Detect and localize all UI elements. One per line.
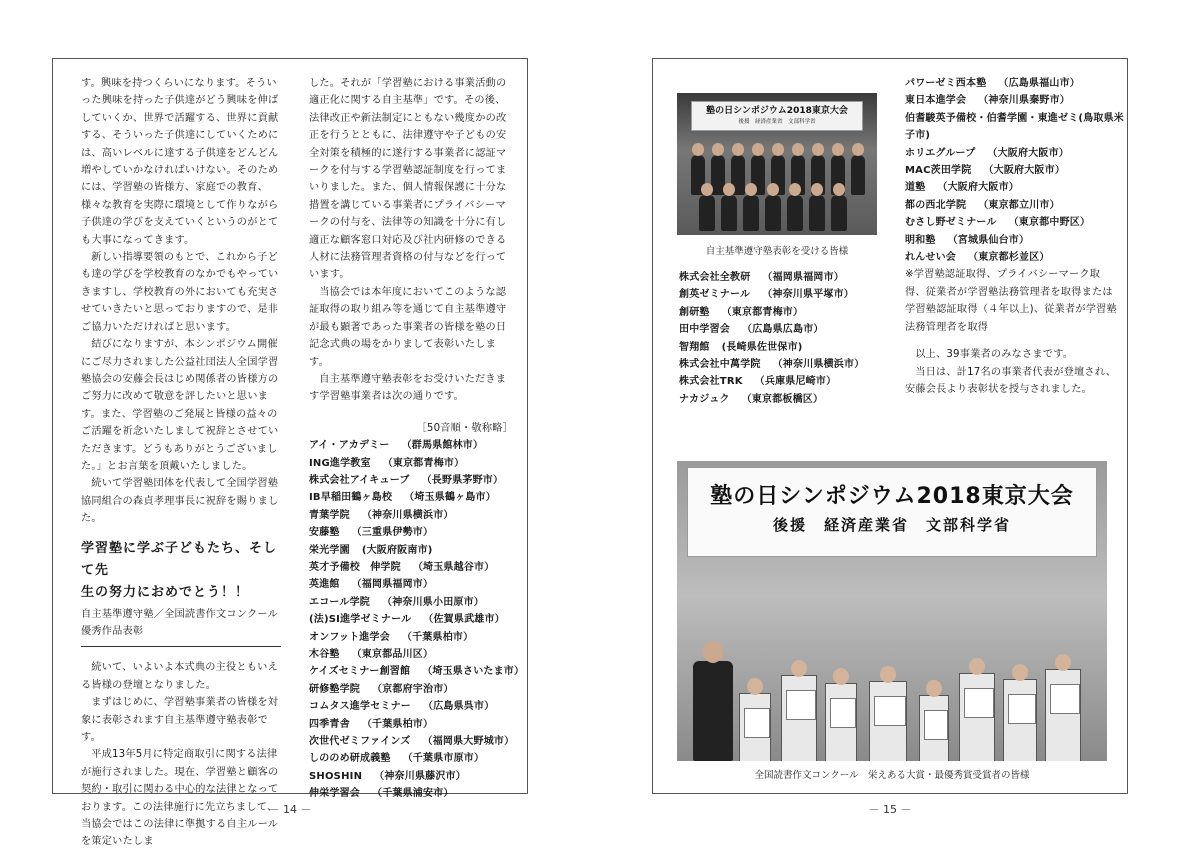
awardee-name: しののめ研成義塾: [309, 753, 391, 765]
certificate-icon: [874, 696, 906, 726]
awardee-place: （埼玉県越谷市）: [412, 561, 495, 573]
section-heading: [81, 538, 287, 604]
awardee-name: 田中学習会: [679, 324, 730, 336]
awardee-name: ING進学教室: [309, 457, 371, 469]
awardee-place: （千葉県柏市）: [361, 718, 434, 730]
awardee-item: [309, 611, 513, 628]
certificate-icon: [830, 698, 856, 728]
awardee-name: アイ・アカデミー: [309, 440, 390, 452]
page-15: [652, 58, 1128, 816]
awardee-place: （埼玉県鶴ヶ島市）: [404, 492, 496, 504]
paragraph: まずはじめに、学習塾事業者の皆様を対象に表彰されます自主基準遵守塾表彰です。: [81, 697, 279, 743]
awardee-item: [309, 716, 513, 733]
banner-sponsors: 後援 経済産業省 文部科学省: [772, 516, 1011, 534]
awardee-place: （東京都杉並区）: [968, 252, 1050, 264]
awardee-item: [309, 768, 513, 785]
awardee-place: （東京都板橋区）: [741, 393, 824, 405]
awardee-place: （神奈川県小田原市）: [382, 596, 484, 608]
awardee-item: [309, 489, 513, 506]
person-figure: [809, 195, 825, 231]
awardee-name: 研修塾学院: [309, 683, 360, 695]
awardee-name: れんせい会: [905, 252, 956, 264]
awardee-item: [309, 646, 513, 663]
award-photo-bottom: [677, 461, 1107, 761]
awardee-place: （大阪府大阪市）: [983, 165, 1066, 177]
paragraph: 続いて学習塾団体を代表して全国学習塾協同組合の森貞孝理事長に祝辞を賜りました。: [81, 478, 279, 525]
awardee-item: [679, 339, 879, 356]
awardee-place: （東京都立川市）: [978, 199, 1060, 211]
person-figure: [739, 693, 771, 761]
banner-sponsors: 後援 経済産業省 文部科学省: [738, 119, 816, 125]
awardee-name: 子市): [905, 130, 931, 142]
awardee-item: [905, 179, 1119, 196]
awardee-place: （東京都中野区）: [1008, 217, 1091, 229]
person-figure: [919, 695, 949, 761]
awardee-place: （宮城県仙台市）: [947, 234, 1030, 246]
certificate-icon: [744, 708, 770, 738]
awardee-place: （千葉県市原市）: [402, 753, 485, 765]
person-figure: [851, 155, 865, 195]
awardee-name: (法)SI進学ゼミナール: [309, 614, 412, 626]
awardee-place: （東京都青梅市）: [382, 457, 465, 469]
paragraph: 当協会では本年度においてこのような認証取得の取り組み等を通じて自主基準遵守が最も顕著であった事業者の皆様を塾の日記念式典の場をかりまして表彰いたします。: [309, 286, 507, 368]
awardee-place: （群馬県館林市）: [401, 440, 484, 452]
awardee-place: （千葉県浦安市）: [372, 788, 454, 800]
photo-caption: 自主基準遵守塾表彰を受ける皆様: [705, 246, 849, 257]
person-figure: [831, 195, 847, 231]
awardee-place: （広島県呉市）: [423, 701, 495, 713]
paragraph: 自主基準遵守塾表彰をお受けいただきます学習塾事業者は次の通りです。: [309, 373, 507, 403]
awardee-name: 都の西北学院: [905, 199, 967, 211]
person-figure: [959, 673, 995, 761]
event-banner: [687, 467, 1097, 557]
page-14: [52, 58, 528, 848]
awardee-name: オンフット進学会: [309, 631, 390, 643]
awardee-name: 次世代ゼミファインズ: [309, 736, 411, 748]
awardee-item: [905, 162, 1119, 179]
page-number: － 14 －: [268, 803, 312, 816]
banner-title: 塾の日シンポジウム2018東京大会: [710, 484, 1074, 509]
person-figure: [869, 681, 907, 761]
photo-caption: 全国読書作文コンクール 栄えある大賞・最優秀賞受賞者の皆様: [754, 770, 1030, 781]
awardee-name: 株式会社TRK: [679, 376, 743, 388]
awardee-name: ナカジュク: [679, 393, 730, 405]
left-column-a: [81, 75, 287, 851]
awardee-item: [905, 75, 1119, 92]
awardee-name: 四季青舎: [309, 718, 350, 730]
awardee-name: ホリエグループ: [905, 147, 976, 159]
person-figure: [825, 683, 857, 761]
awardee-place: （神奈川県藤沢市）: [374, 770, 466, 782]
awardee-place: （福岡県福岡市）: [351, 579, 434, 591]
awardee-item: [905, 197, 1119, 214]
paragraph: した。それが「学習塾における事業活動の適正化に関する自主基準」です。その後、法律改正や新法制定にともない幾度かの改正を行うとともに、法律遵守や子どもの安全対策を積極的に遂行する事業者に認証マークを付与する学習塾認証制度を行ってまいりました。また、個人情報保護に十分な措置を講じている事業者にプライバシーマークの付与を、法律等の知識を十分に有し適正な顧客窓口対応及び社内研修のできる人材に法務管理者資格の付与などを行っています。: [309, 78, 507, 281]
awardee-place: （神奈川県秦野市）: [978, 95, 1071, 107]
awardee-item: [679, 286, 879, 303]
awardee-name: 英進館: [309, 579, 340, 591]
awardee-name: 株式会社中萬学院: [679, 359, 761, 371]
awardee-place: （京都府宇治市）: [372, 683, 454, 695]
awardee-item: [679, 356, 879, 373]
section-subheading: 自主基準遵守塾／全国読書作文コンクール優秀作品表彰: [81, 606, 281, 648]
awardee-name: 明和塾: [905, 234, 936, 246]
awardee-item: [905, 232, 1119, 249]
awardee-name: 伸栄学習会: [309, 788, 360, 800]
awardee-place: （三重県伊勢市）: [351, 527, 434, 539]
awardee-name: 株式会社全教研: [679, 272, 751, 283]
awardee-list: [679, 269, 879, 408]
awardee-item: [309, 750, 513, 767]
awardee-place: （福岡県大野城市）: [422, 736, 515, 748]
awardee-item: [309, 437, 513, 454]
awardee-item: [309, 629, 513, 646]
awardee-item: [679, 304, 879, 321]
certificate-icon: [786, 690, 816, 720]
awardee-item: [309, 681, 513, 698]
order-note: ［50音順・敬称略］: [416, 422, 513, 434]
awardee-item: [679, 321, 879, 338]
banner-title: 塾の日シンポジウム2018東京大会: [706, 106, 848, 116]
person-figure: [765, 195, 781, 231]
awardee-place: （長野県茅野市）: [421, 474, 504, 486]
closing-text: 当日は、計17名の事業者代表が登壇され、安藤会長より表彰状を授与されました。: [905, 366, 1117, 395]
awardee-item: [309, 576, 513, 593]
awardee-name: 木谷塾: [309, 649, 340, 660]
awardee-item: [679, 373, 879, 390]
awardee-place: （福岡県福岡市）: [762, 272, 845, 283]
page-number: － 15 －: [868, 803, 912, 816]
awardee-name: パワーゼミ西本塾: [905, 78, 987, 89]
right-column-a: [679, 269, 879, 408]
awardee-item: [309, 542, 513, 559]
awardee-place: （大阪府大阪市）: [937, 182, 1020, 194]
awardee-name: 安藤塾: [309, 527, 340, 539]
awardee-place: (大阪府阪南市): [361, 544, 433, 556]
awardee-name: コムタス進学セミナー: [309, 701, 411, 713]
awardee-item: [309, 559, 513, 576]
certificate-icon: [964, 688, 994, 718]
awardee-item: [309, 455, 513, 472]
awardee-item: [309, 663, 525, 680]
awardee-name: 青葉学院: [309, 509, 350, 521]
awardee-item: [905, 249, 1119, 266]
awardee-name: エコール学院: [309, 596, 370, 608]
awardee-item: [905, 127, 1119, 144]
awardee-place: （大阪府大阪市）: [987, 147, 1070, 159]
awardee-item: [905, 214, 1119, 231]
awardee-item: [309, 507, 513, 524]
awardee-name: むさし野ゼミナール: [905, 217, 997, 229]
awardee-list: [309, 437, 525, 803]
awardee-place: （東京都品川区）: [351, 649, 434, 660]
paragraph: 結びになりますが、本シンポジウム開催にご尽力されました公益社団法人全国学習塾協会の安藤会長はじめ関係者の皆様方のご努力に改めて敬意を評したいと思います。また、学習塾のご発展と皆様の益々のご活躍を祈念いたしまして祝辞とさせていただきます。どうもありがとうございました。」とお言葉を頂戴いたしました。: [81, 339, 279, 472]
certificate-icon: [924, 710, 948, 740]
awardee-item: [679, 391, 879, 408]
awardee-place: （神奈川県横浜市）: [772, 359, 865, 371]
section-heading-line1: 学習塾に学ぶ子どもたち、そして先: [81, 540, 278, 578]
person-figure: [693, 661, 733, 761]
awardee-item: [309, 594, 513, 611]
awardee-name: 道塾: [905, 182, 926, 194]
awardee-item: [905, 92, 1119, 109]
person-figure: [699, 195, 715, 231]
awardee-name: MAC茨田学院: [905, 165, 972, 177]
person-figure: [1003, 679, 1037, 761]
awardee-name: 創研塾: [679, 306, 710, 318]
awardee-name: 株式会社アイキューブ: [309, 474, 410, 486]
qualification-note: [905, 266, 1119, 336]
certificate-icon: [1050, 684, 1080, 714]
awardee-place: （埼玉県さいたま市）: [422, 666, 525, 678]
awardee-name: ケイズセミナー創習館: [309, 666, 411, 678]
left-column-b: [309, 75, 525, 803]
awardee-name: 栄光学園: [309, 544, 350, 556]
paragraph: 新しい指導要領のもとで、これから子ども達の学びを学校教育のなかでもやっていきますし、学校教育の外においても充実させていきたいと思っておりますので、是非ご協力いただければと思います。: [81, 252, 279, 333]
awardee-place: （千葉県柏市）: [401, 631, 474, 643]
awardee-name: SHOSHIN: [309, 770, 363, 782]
awardee-item: [905, 110, 1124, 127]
awardee-list: [905, 75, 1124, 266]
closing-text: 以上、39事業者のみなさまです。: [915, 349, 1074, 361]
awardee-place: （兵庫県尼崎市）: [754, 376, 837, 388]
awardee-item: [309, 524, 513, 541]
person-figure: [721, 195, 737, 231]
awardee-place: （広島県福山市）: [998, 78, 1081, 89]
awardee-place: （神奈川県平塚市）: [762, 289, 855, 301]
person-figure: [743, 195, 759, 231]
right-column-b: [905, 75, 1124, 398]
event-banner: [691, 101, 863, 131]
awardee-name: 智翔館: [679, 341, 710, 353]
awardee-item: [905, 145, 1119, 162]
awardee-item: [679, 269, 879, 286]
awardee-place: （神奈川県横浜市）: [361, 509, 454, 521]
paragraph: 平成13年5月に特定商取引に関する法律が施行されました。現在、学習塾と顧客の契約・取引に関わる中心的な法律となっております。この法律施行に先立ちまして、当協会ではこの法律に準拠する自主ルールを策定いたしま: [81, 749, 279, 848]
paragraph: す。興味を持つくらいになります。そういった興味を持った子供達がどう興味を伸ばしていくか、世界で活躍する、世界に貢献する、そういった子供達にしていくためには、高いレベルに達する子供達をどんどん増やしていかなければいけない。そのためには、学習塾の皆様方、家庭での教育、様々な教育を実際に環境として作りながら子供達の学びを支えていくというのがとても大事になってきます。: [81, 78, 279, 246]
person-figure: [1045, 669, 1081, 761]
awardee-item: [309, 733, 513, 750]
awardee-place: （広島県広島市）: [742, 324, 824, 336]
awardee-name: 伯耆駿英予備校・伯耆学園・東進ゼミ(鳥取県米: [905, 112, 1124, 124]
section-heading-line2: 生の努力におめでとう！！: [81, 584, 250, 600]
awardee-item: [309, 472, 513, 489]
certificate-icon: [1008, 694, 1036, 724]
awardee-place: （佐賀県武雄市）: [423, 614, 505, 626]
awardee-name: 東日本進学会: [905, 95, 967, 107]
note-text: ※学習塾認証取得、プライバシーマーク取得、従業者が学習塾法務管理者を取得または学習塾認証取得（４年以上)、従業者が学習塾法務管理者を取得: [905, 269, 1117, 333]
group-photo-top: [677, 93, 877, 235]
awardee-name: IB早稲田鶴ヶ島校: [309, 492, 393, 504]
awardee-item: [309, 698, 513, 715]
awardee-place: (長崎県佐世保市): [721, 341, 803, 353]
person-figure: [787, 195, 803, 231]
awardee-name: 英才予備校 伸学院: [309, 561, 401, 573]
awardee-name: 創英ゼミナール: [679, 289, 751, 301]
awardee-place: （東京都青梅市）: [721, 306, 804, 318]
paragraph: 続いて、いよいよ本式典の主役ともいえる皆様の登壇となりました。: [81, 662, 278, 691]
person-figure: [781, 675, 817, 761]
